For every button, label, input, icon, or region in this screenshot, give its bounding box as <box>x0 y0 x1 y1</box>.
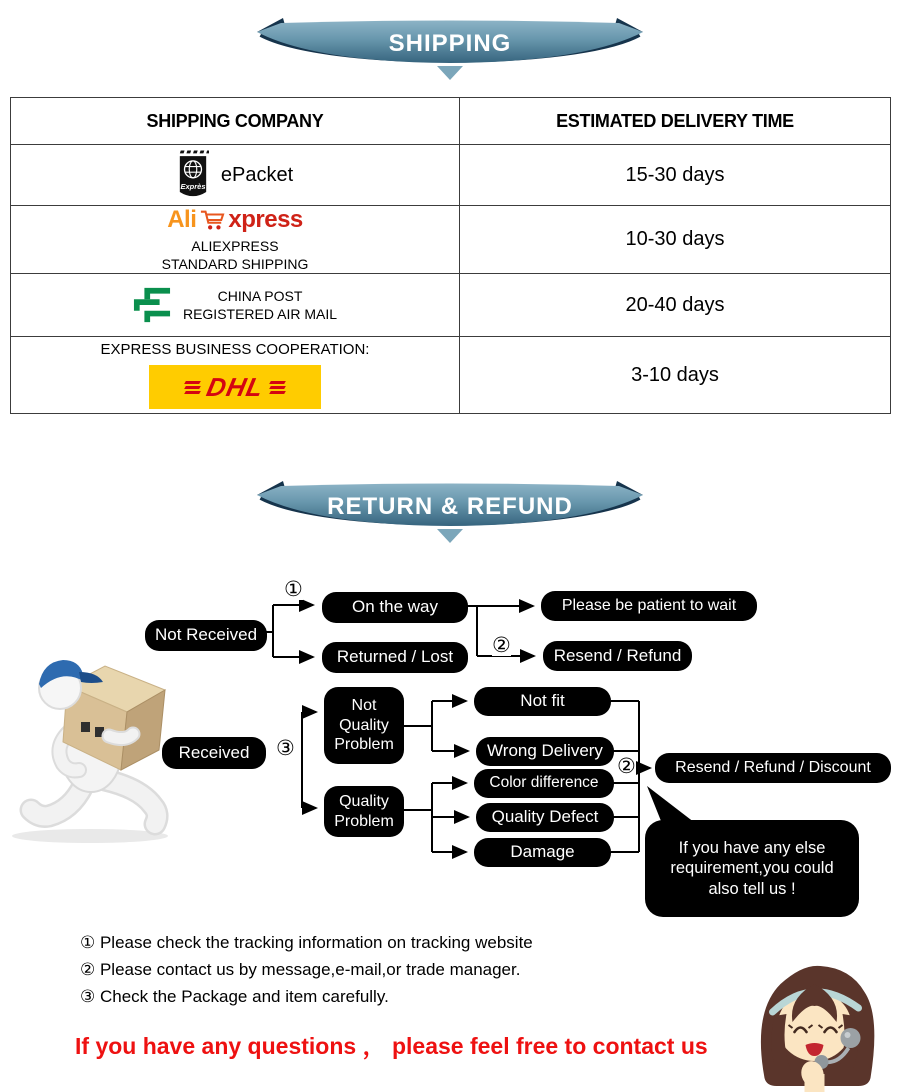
flow-box-damage: Damage <box>474 838 611 867</box>
flow-box-quality-problem: Quality Problem <box>324 786 404 837</box>
shipping-banner-title: SHIPPING <box>388 30 512 57</box>
step-2-badge: ② <box>617 755 636 778</box>
return-refund-banner-ribbon <box>255 479 645 531</box>
dhl-delivery-time: 3-10 days <box>460 337 891 414</box>
flow-box-not-received: Not Received <box>145 620 267 651</box>
aliexpress-cart-icon <box>198 208 226 232</box>
table-row-aliexpress <box>11 206 891 274</box>
dhl-logo <box>149 365 321 409</box>
service-girl-illustration <box>748 958 888 1092</box>
footnote-1: ① Please check the tracking information on tracking website <box>80 933 533 952</box>
flow-box-resend-refund-discount: Resend / Refund / Discount <box>655 753 891 783</box>
courier-figure-illustration <box>5 638 185 848</box>
epacket-delivery-time: 15-30 days <box>460 145 891 206</box>
col-header-shipping-company: SHIPPING COMPANY <box>11 98 460 145</box>
chinapost-line1: CHINA POST <box>217 288 303 305</box>
flow-box-wrong-delivery: Wrong Delivery <box>476 737 614 766</box>
aliexpress-delivery-time: 10-30 days <box>460 206 891 274</box>
epacket-badge-icon <box>177 150 209 200</box>
dhl-cooperation-label: EXPRESS BUSINESS COOPERATION: <box>100 341 370 359</box>
speech-bubble: If you have any else requirement,you could also tell us ! <box>645 820 859 917</box>
down-triangle-icon <box>437 529 463 543</box>
table-row-chinapost <box>11 274 891 337</box>
contact-us-message: If you have any questions ， please feel free to contact us <box>75 1033 708 1059</box>
aliexpress-logo-ali: Ali <box>167 206 197 233</box>
flow-box-on-the-way: On the way <box>322 592 468 623</box>
flow-box-not-fit: Not fit <box>474 687 611 716</box>
col-header-delivery-time: ESTIMATED DELIVERY TIME <box>460 98 891 145</box>
flow-box-color-difference: Color difference <box>474 769 614 798</box>
chinapost-delivery-time: 20-40 days <box>460 274 891 337</box>
step-1-badge: ① <box>284 578 303 601</box>
down-triangle-icon <box>437 66 463 80</box>
dhl-right-stripes-icon <box>270 381 285 394</box>
step-2-badge: ② <box>492 634 511 657</box>
footnote-3: ③ Check the Package and item carefully. <box>80 987 389 1006</box>
epacket-label: ePacket <box>220 163 294 186</box>
aliexpress-line2: STANDARD SHIPPING <box>161 256 309 273</box>
return-refund-banner-title: RETURN & REFUND <box>327 493 573 520</box>
shipping-banner-ribbon <box>255 16 645 68</box>
chinapost-emblem-icon <box>133 286 171 324</box>
epacket-badge-text: Exprès <box>180 182 206 192</box>
dhl-logo-text: DHL <box>203 371 267 402</box>
footnotes <box>80 933 533 1014</box>
table-header-row <box>11 98 891 145</box>
flow-box-resend-refund: Resend / Refund <box>543 641 692 671</box>
footnote-2: ② Please contact us by message,e-mail,or trade manager. <box>80 960 521 979</box>
flow-box-returned-lost: Returned / Lost <box>322 642 468 673</box>
flow-box-not-quality-problem: Not Quality Problem <box>324 687 404 764</box>
flow-box-please-wait: Please be patient to wait <box>541 591 757 621</box>
flow-box-received: Received <box>162 737 266 769</box>
table-row-epacket <box>11 145 891 206</box>
dhl-left-stripes-icon <box>185 381 200 394</box>
step-3-badge: ③ <box>276 737 295 760</box>
flow-box-quality-defect: Quality Defect <box>476 803 614 832</box>
shipping-table <box>10 97 891 414</box>
table-row-dhl <box>11 337 891 414</box>
aliexpress-line1: ALIEXPRESS <box>191 238 279 254</box>
aliexpress-logo <box>11 206 459 234</box>
chinapost-line2: REGISTERED AIR MAIL <box>182 306 338 323</box>
aliexpress-logo-xpress: xpress <box>228 206 303 233</box>
